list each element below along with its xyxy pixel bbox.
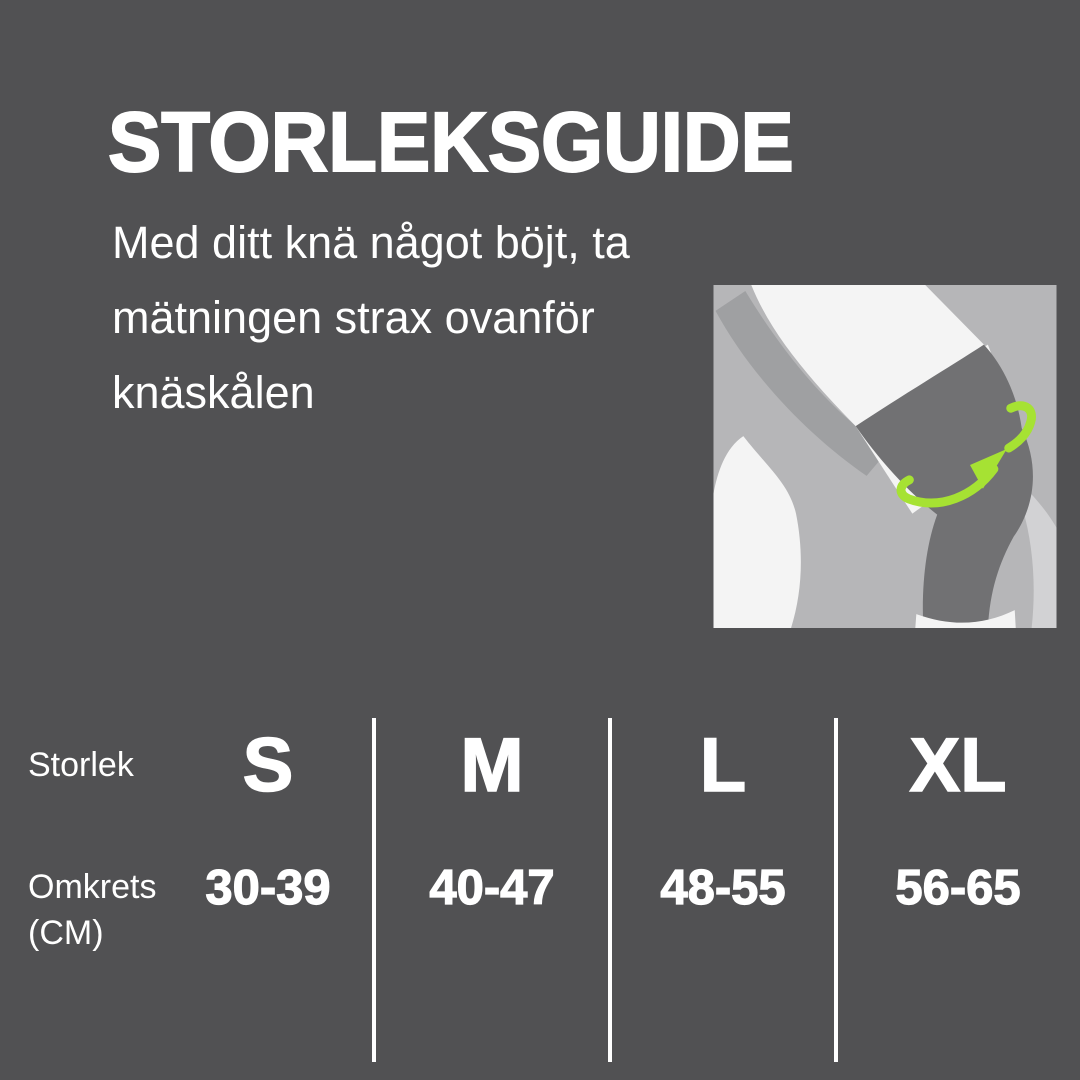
- instruction-line: Med ditt knä något böjt, ta: [112, 217, 630, 268]
- column-divider: [834, 718, 838, 1062]
- range-cell-xl: 56-65: [895, 861, 1021, 915]
- knee-measurement-illustration: [713, 285, 1057, 628]
- size-cell-l: L: [699, 723, 747, 808]
- size-cell-s: S: [242, 723, 294, 808]
- range-cell-s: 30-39: [205, 861, 331, 915]
- instruction-line: knäskålen: [112, 367, 315, 418]
- instruction-line: mätningen strax ovanför: [112, 292, 595, 343]
- row-label-circumference-line2: (CM): [28, 914, 104, 952]
- column-divider: [608, 718, 612, 1062]
- size-cell-m: M: [460, 723, 524, 808]
- range-cell-l: 48-55: [660, 861, 786, 915]
- row-label-size: Storlek: [28, 746, 134, 784]
- knee-illustration-svg: [713, 285, 1057, 628]
- row-label-circumference: [28, 864, 156, 956]
- size-cell-xl: XL: [909, 723, 1007, 808]
- row-label-circumference-line1: Omkrets: [28, 868, 157, 906]
- measurement-instructions: [112, 205, 630, 430]
- range-cell-m: 40-47: [429, 861, 555, 915]
- page-title: STORLEKSGUIDE: [108, 95, 794, 189]
- column-divider: [372, 718, 376, 1062]
